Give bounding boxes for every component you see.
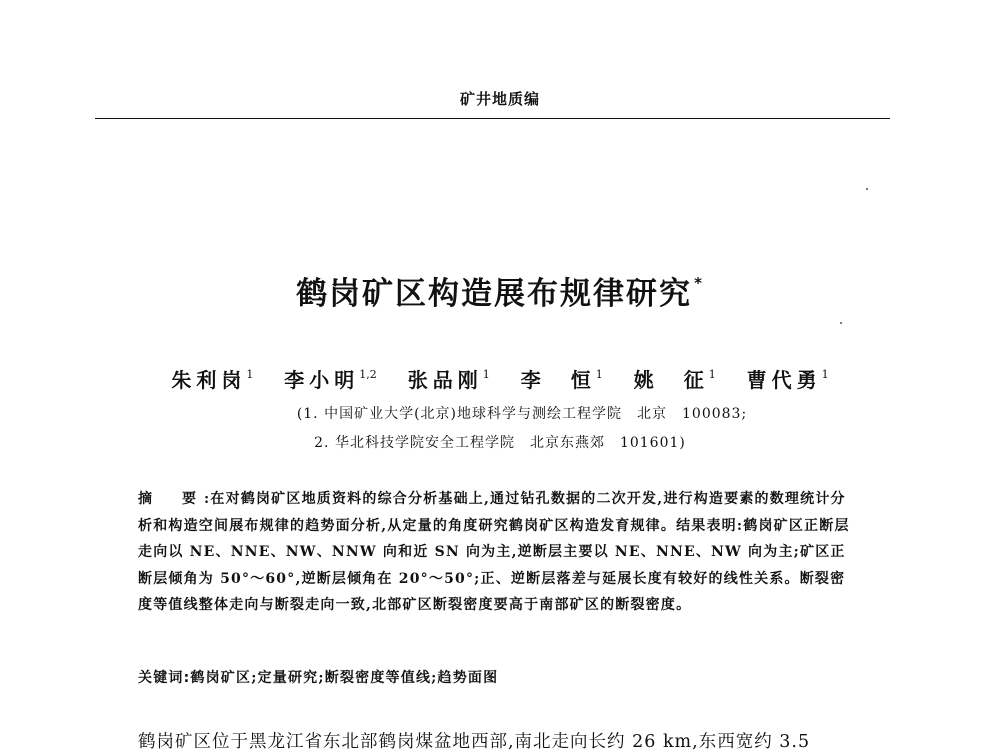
abstract-text: 在对鹤岗矿区地质资料的综合分析基础上,通过钻孔数据的二次开发,进行构造要素的数理统计分析和构造空间展布规律的趋势面分析,从定量的角度研究鹤岗矿区构造发育规律。结果表明:鹤岗矿区正断层走向以 NE、NNE、NW、NNW 向和近 SN 向为主,逆断层主要以 NE、NNE、NW 向为主;矿区正断层倾角为 50°～60°,逆断层倾角在 20°～50°;正、逆断层落差与延展长度有较好的线性关系。断裂密度等值线整体走向与断裂走向一致,北部矿区断裂密度要高于南部矿区的断裂密度。 xyxy=(138,491,850,613)
author-name: 张品刚 xyxy=(407,368,483,392)
running-head: 矿井地质编 xyxy=(459,90,540,108)
header-rule xyxy=(95,118,890,119)
keywords xyxy=(138,667,858,687)
author xyxy=(284,364,377,393)
abstract xyxy=(138,486,858,619)
keywords-text: 鹤岗矿区;定量研究;断裂密度等值线;趋势面图 xyxy=(190,670,499,686)
author-affil-mark: 1 xyxy=(246,368,254,381)
author xyxy=(747,364,829,393)
article-title xyxy=(0,268,1000,313)
scan-speck xyxy=(840,322,842,324)
author-list xyxy=(0,364,1000,393)
author-affil-mark: 1 xyxy=(821,368,829,381)
body-paragraph: 鹤岗矿区位于黑龙江省东北部鹤岗煤盆地西部,南北走向长约 26 km,东西宽约 3.5 xyxy=(138,732,811,752)
affiliation-1: (1. 中国矿业大学(北京)地球科学与测绘工程学院 北京 100083; xyxy=(296,406,748,422)
author-name: 曹代勇 xyxy=(746,368,822,392)
author-name: 李 恒 xyxy=(520,368,596,392)
keywords-label: 关键词: xyxy=(138,670,191,686)
title-text: 鹤岗矿区构造展布规律研究 xyxy=(296,276,693,312)
author-name: 朱利岗 xyxy=(171,368,247,392)
author-name: 李小明 xyxy=(284,368,360,392)
author-affil-mark: 1 xyxy=(595,368,603,381)
author xyxy=(408,364,490,393)
scan-speck xyxy=(866,188,868,190)
title-footnote-mark: * xyxy=(694,274,704,292)
abstract-label: 摘 要 xyxy=(138,491,204,507)
affiliation-2: 2. 华北科技学院安全工程学院 北京东燕郊 101601) xyxy=(314,435,686,451)
author-affil-mark: 1 xyxy=(708,368,716,381)
abstract-colon: : xyxy=(204,491,211,507)
author xyxy=(171,364,253,393)
author-affil-mark: 1,2 xyxy=(359,368,377,381)
author-affil-mark: 1 xyxy=(482,368,490,381)
author xyxy=(634,364,716,393)
author xyxy=(521,364,603,393)
author-name: 姚 征 xyxy=(633,368,709,392)
